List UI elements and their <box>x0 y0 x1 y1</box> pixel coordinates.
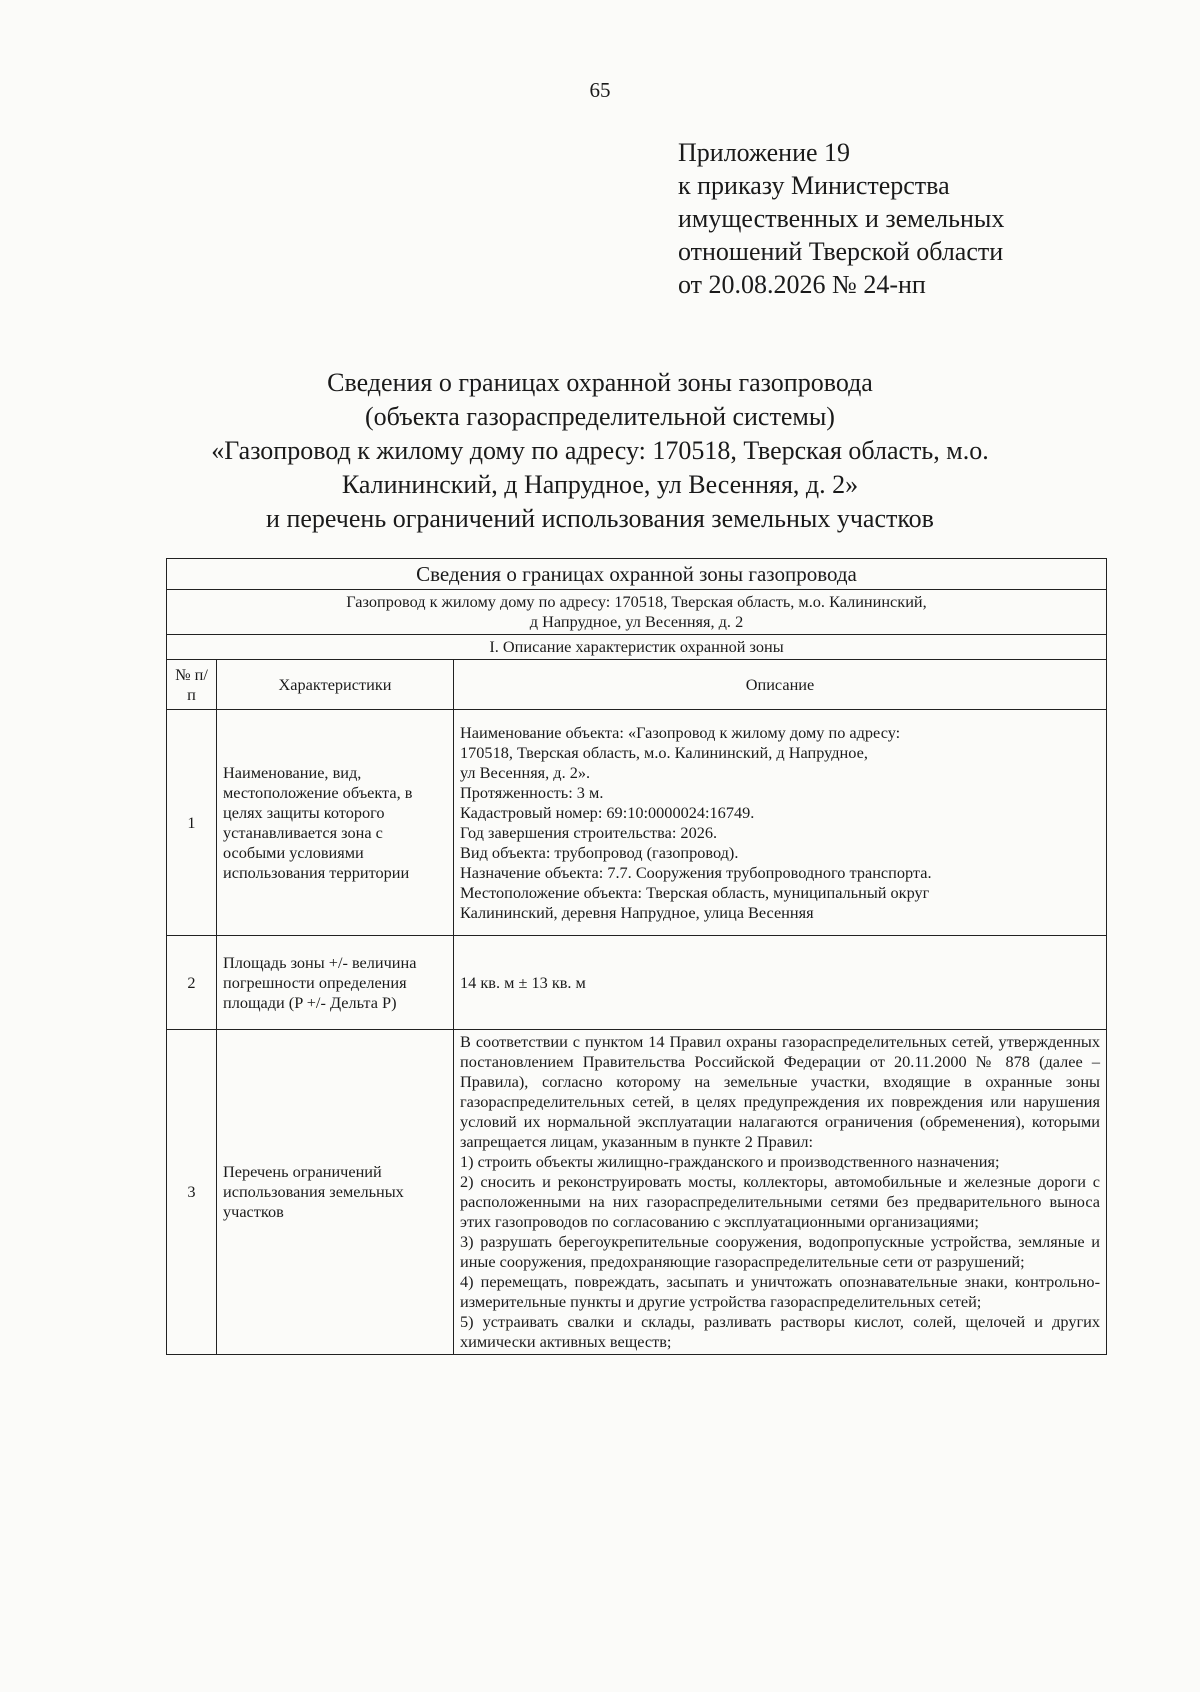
title-line: Калининский, д Напрудное, ул Весенняя, д. 2» <box>341 470 859 499</box>
description-line: Кадастровый номер: 69:10:0000024:16749. <box>460 802 755 822</box>
table-row <box>167 710 1107 936</box>
restriction-paragraph: В соответствии с пунктом 14 Правил охраны газораспределительных сетей, утвержденных постановлением Правительства Российской Федерации от 20.11.2000 № 878 (далее – Правила), согласно которому на земельные участки, входящие в охранные зоны газораспределительных сетей, в целях предупреждения их повреждения или нарушения условий их нормальной эксплуатации налагаются ограничения (обременения), которыми запрещается лицам, указанным в пункте 2 Правил: <box>460 1032 1100 1151</box>
restriction-paragraph: 3) разрушать берегоукрепительные сооружения, водопропускные устройства, земляные и иные сооружения, предохраняющие газораспределительные сети от разрушений; <box>460 1232 1100 1271</box>
appendix-block <box>678 136 1004 301</box>
column-header-description: Описание <box>454 660 1107 710</box>
row-characteristic: Площадь зоны +/- величина погрешности определения площади (P +/- Дельта P) <box>217 936 454 1030</box>
appendix-line: к приказу Министерства <box>678 171 950 200</box>
restriction-paragraph: 5) устраивать свалки и склады, разливать растворы кислот, солей, щелочей и других химически активных веществ; <box>460 1312 1100 1351</box>
appendix-line: Приложение 19 <box>678 138 851 167</box>
table-row <box>167 936 1107 1030</box>
table-heading-row <box>167 559 1107 590</box>
description-line: Год завершения строительства: 2026. <box>460 822 718 842</box>
row-number: 3 <box>167 1030 217 1355</box>
page-number: 65 <box>589 78 611 102</box>
row-number: 2 <box>167 936 217 1030</box>
table-object-name <box>167 590 1107 635</box>
description-line: Калининский, деревня Напрудное, улица Весенняя <box>460 902 814 922</box>
table-section-row <box>167 635 1107 660</box>
title-line: и перечень ограничений использования земельных участков <box>266 504 934 533</box>
table-object-row <box>167 590 1107 635</box>
column-header-characteristics: Характеристики <box>217 660 454 710</box>
title-line: Сведения о границах охранной зоны газопровода <box>327 368 873 397</box>
row-description <box>454 710 1107 936</box>
appendix-line: отношений Тверской области <box>678 237 1004 266</box>
row-description <box>454 1030 1107 1355</box>
description-line: Наименование объекта: «Газопровод к жилому дому по адресу: <box>460 722 901 742</box>
zone-table <box>166 558 1107 1355</box>
description-line: Назначение объекта: 7.7. Сооружения трубопроводного транспорта. <box>460 862 932 882</box>
description-line: Вид объекта: трубопровод (газопровод). <box>460 842 739 862</box>
table-heading: Сведения о границах охранной зоны газопровода <box>167 559 1107 590</box>
row-description: 14 кв. м ± 13 кв. м <box>454 936 1107 1030</box>
description-line: ул Весенняя, д. 2». <box>460 762 591 782</box>
object-line: д Напрудное, ул Весенняя, д. 2 <box>529 612 744 631</box>
appendix-line: от 20.08.2026 № 24-нп <box>678 270 926 299</box>
column-header-num: № п/п <box>167 660 217 710</box>
table-column-header-row <box>167 660 1107 710</box>
description-line: 170518, Тверская область, м.о. Калининский, д Напрудное, <box>460 742 868 762</box>
description-line: Протяженность: 3 м. <box>460 782 604 802</box>
title-line: (объекта газораспределительной системы) <box>365 402 835 431</box>
restriction-paragraph: 4) перемещать, повреждать, засыпать и уничтожать опознавательные знаки, контрольно-измерительные пункты и другие устройства газораспределительных сетей; <box>460 1272 1100 1311</box>
appendix-line: имущественных и земельных <box>678 204 1005 233</box>
title-line: «Газопровод к жилому дому по адресу: 170518, Тверская область, м.о. <box>211 436 989 465</box>
restriction-paragraph: 2) сносить и реконструировать мосты, коллекторы, автомобильные и железные дороги с расположенными на них газораспределительными сетями без предварительного выноса этих газопроводов по согласованию с эксплуатационными организациями; <box>460 1172 1100 1231</box>
row-number: 1 <box>167 710 217 936</box>
restriction-paragraph: 1) строить объекты жилищно-гражданского и производственного назначения; <box>460 1152 1000 1171</box>
row-characteristic: Перечень ограничений использования земельных участков <box>217 1030 454 1355</box>
description-line: Местоположение объекта: Тверская область, муниципальный округ <box>460 882 930 902</box>
row-characteristic: Наименование, вид, местоположение объекта, в целях защиты которого устанавливается зона с особыми условиями использования территории <box>217 710 454 936</box>
table-section-title: I. Описание характеристик охранной зоны <box>167 635 1107 660</box>
table-row <box>167 1030 1107 1355</box>
document-title <box>60 366 1140 536</box>
object-line: Газопровод к жилому дому по адресу: 170518, Тверская область, м.о. Калининский, <box>346 592 927 611</box>
